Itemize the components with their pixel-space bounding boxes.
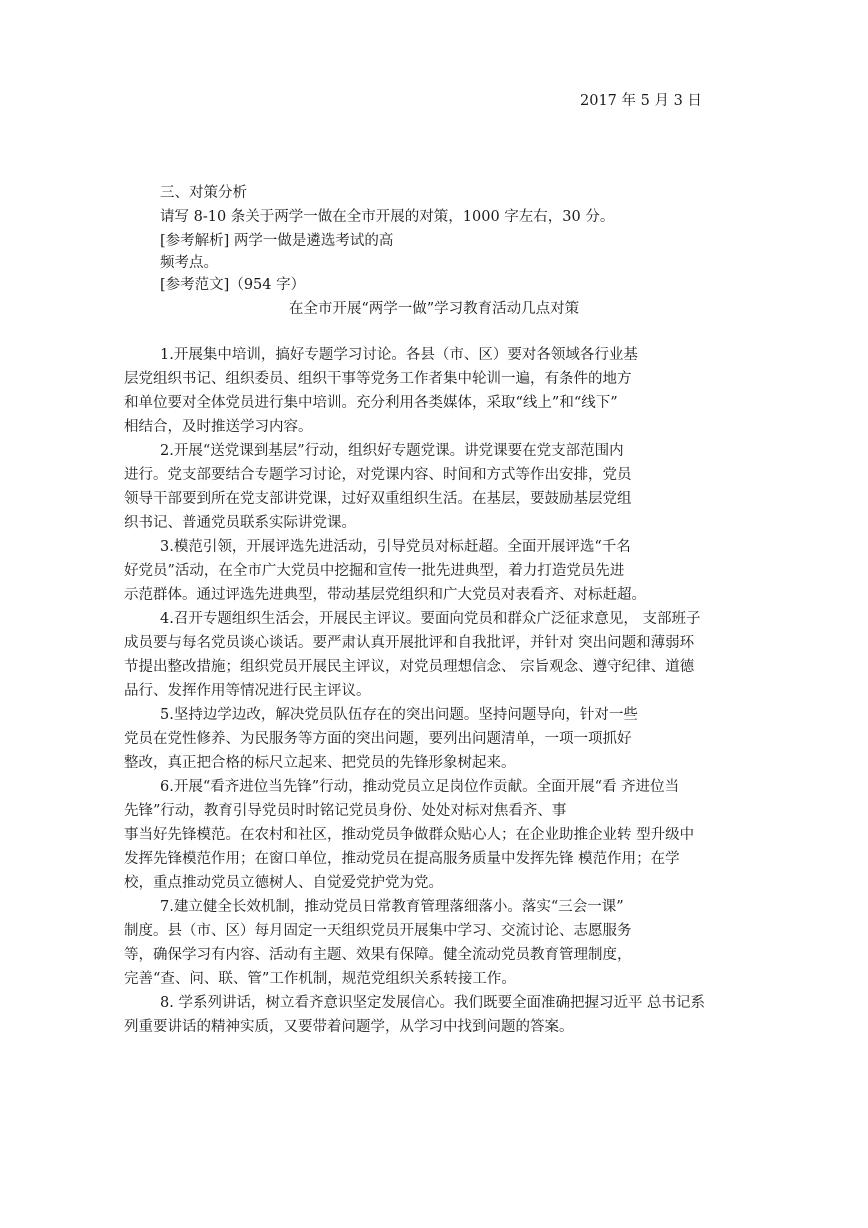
paragraph-line: 和单位要对全体党员进行集中培训。充分利用各类媒体，采取“线上”和“线下”	[124, 395, 618, 411]
paragraph-line: 成员要与每名党员谈心谈话。要严肃认真开展批评和自我批评，并针对 突出问题和薄弱环	[124, 635, 695, 651]
paragraph-line: 完善“查、问、联、管”工作机制，规范党组织关系转接工作。	[124, 971, 516, 987]
paragraph-first-line: 6.开展“看齐进位当先锋”行动，推动党员立足岗位作贡献。全面开展“看 齐进位当	[160, 779, 680, 795]
paragraph-first-line: 1.开展集中培训，搞好专题学习讨论。各县（市、区）要对各领域各行业基	[160, 347, 638, 363]
paragraph-line: 层党组织书记、组织委员、组织干事等党务工作者集中轮训一遍，有条件的地方	[124, 371, 632, 387]
paragraph-line: 好党员”活动，在全市广大党员中挖掘和宣传一批先进典型，着力打造党员先进	[124, 563, 625, 579]
paragraph-line: 领导干部要到所在党支部讲党课，过好双重组织生活。在基层，要鼓励基层党组	[124, 491, 632, 507]
paragraph-first-line: 5.坚持边学边改，解决党员队伍存在的突出问题。坚持问题导向，针对一些	[160, 707, 638, 723]
paragraph-line: 列重要讲话的精神实质，又要带着问题学，从学习中找到问题的答案。	[124, 1019, 574, 1035]
paragraph-line: 示范群体。通过评选先进典型，带动基层党组织和广大党员对表看齐、对标赶超。	[124, 587, 646, 603]
paragraph-line: 党员在党性修养、为民服务等方面的突出问题，要列出问题清单，一项一项抓好	[124, 731, 632, 747]
paragraph-first-line: 7.建立健全长效机制，推动党员日常教育管理落细落小。落实“三会一课”	[160, 899, 624, 915]
essay-title: 在全市开展“两学一做”学习教育活动几点对策	[288, 301, 580, 317]
paragraph-line: 整改，真正把合格的标尺立起来、把党员的先锋形象树起来。	[124, 755, 516, 771]
paragraph-line: 先锋”行动，教育引导党员时时铭记党员身份、处处对标对焦看齐、事	[124, 803, 567, 819]
sample-label: [参考范文]（954 字）	[160, 277, 306, 293]
document-date: 2017 年 5 月 3 日	[580, 93, 702, 109]
analysis-line: 频考点。	[160, 255, 218, 271]
paragraph-line: 等，确保学习有内容、活动有主题、效果有保障。健全流动党员教育管理制度，	[124, 947, 632, 963]
analysis-line: [参考解析] 两学一做是遴选考试的高	[160, 233, 394, 249]
paragraph-line: 制度。县（市、区）每月固定一天组织党员开展集中学习、交流讨论、志愿服务	[124, 923, 632, 939]
paragraph-line: 品行、发挥作用等情况进行民主评议。	[124, 683, 371, 699]
question-text: 请写 8-10 条关于两学一做在全市开展的对策，1000 字左右，30 分。	[160, 209, 615, 225]
paragraph-line: 校，重点推动党员立德树人、自觉爱党护党为党。	[124, 875, 443, 891]
paragraph-line: 发挥先锋模范作用；在窗口单位，推动党员在提高服务质量中发挥先锋 模范作用；在学	[124, 851, 680, 867]
paragraph-line: 节提出整改措施；组织党员开展民主评议，对党员理想信念、 宗旨观念、遵守纪律、道德	[124, 659, 695, 675]
paragraph-line: 进行。党支部要结合专题学习讨论，对党课内容、时间和方式等作出安排，党员	[124, 467, 632, 483]
paragraph-line: 相结合，及时推送学习内容。	[124, 419, 313, 435]
paragraph-first-line: 8. 学系列讲话，树立看齐意识坚定发展信心。我们既要全面准确把握习近平 总书记系	[160, 995, 706, 1011]
section-heading: 三、对策分析	[160, 185, 247, 201]
paragraph-first-line: 3.模范引领，开展评选先进活动，引导党员对标赶超。全面开展评选“千名	[160, 539, 631, 555]
paragraph-line: 织书记、普通党员联系实际讲党课。	[124, 515, 356, 531]
paragraph-first-line: 4.召开专题组织生活会，开展民主评议。要面向党员和群众广泛征求意见， 支部班子	[160, 611, 701, 627]
paragraph-line: 事当好先锋模范。在农村和社区，推动党员争做群众贴心人；在企业助推企业转 型升级中	[124, 827, 695, 843]
paragraph-first-line: 2.开展“送党课到基层”行动，组织好专题党课。讲党课要在党支部范围内	[160, 443, 624, 459]
